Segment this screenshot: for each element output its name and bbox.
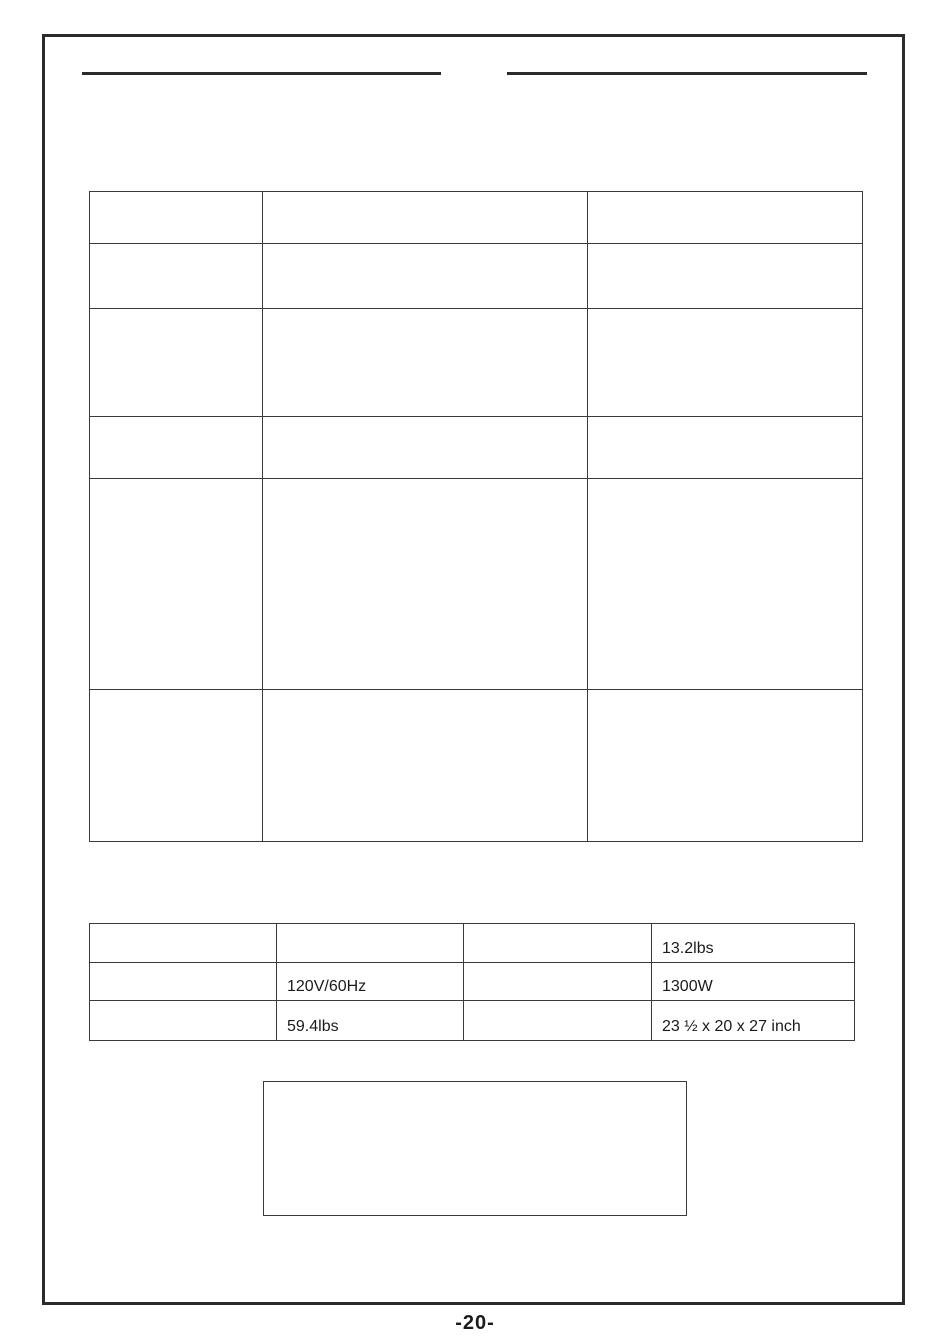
spec-label-cell [464,1001,652,1041]
table-row [90,690,863,842]
note-box [263,1081,687,1216]
spec-value-cell [652,924,855,963]
spec-label-cell [464,963,652,1001]
table-row [90,192,863,244]
table-cell [588,417,863,479]
specifications-table [89,923,855,1041]
header-rule-right [507,72,867,75]
net-weight-value: 13.2lbs [662,940,714,957]
voltage-value: 120V/60Hz [287,978,367,995]
spec-value-cell [652,1001,855,1041]
table-row [90,309,863,417]
table-cell [263,417,588,479]
dimensions-value: 23 ½ x 20 x 27 inch [662,1018,801,1035]
table-cell [588,309,863,417]
header-rule-left [82,72,441,75]
spec-label-cell [90,963,277,1001]
table-cell [90,479,263,690]
weight-value: 59.4lbs [287,1018,339,1035]
table-row [90,244,863,309]
troubleshooting-table [89,191,863,842]
table-cell [90,690,263,842]
spec-value-cell [652,963,855,1001]
table-cell [263,309,588,417]
table-cell [588,192,863,244]
table-row [90,479,863,690]
spec-value-cell [277,1001,464,1041]
table-cell [588,479,863,690]
table-cell [263,479,588,690]
table-row [90,417,863,479]
spec-label-cell [90,924,277,963]
table-row [90,963,855,1001]
table-cell [588,244,863,309]
table-cell [90,192,263,244]
table-cell [263,690,588,842]
table-cell [90,417,263,479]
spec-value-cell [277,924,464,963]
table-row [90,924,855,963]
table-cell [263,244,588,309]
table-cell [90,244,263,309]
spec-label-cell [464,924,652,963]
spec-value-cell [277,963,464,1001]
table-cell [588,690,863,842]
table-cell [263,192,588,244]
table-cell [90,309,263,417]
power-value: 1300W [662,978,713,995]
page-number: -20- [455,1312,495,1334]
table-row [90,1001,855,1041]
spec-label-cell [90,1001,277,1041]
